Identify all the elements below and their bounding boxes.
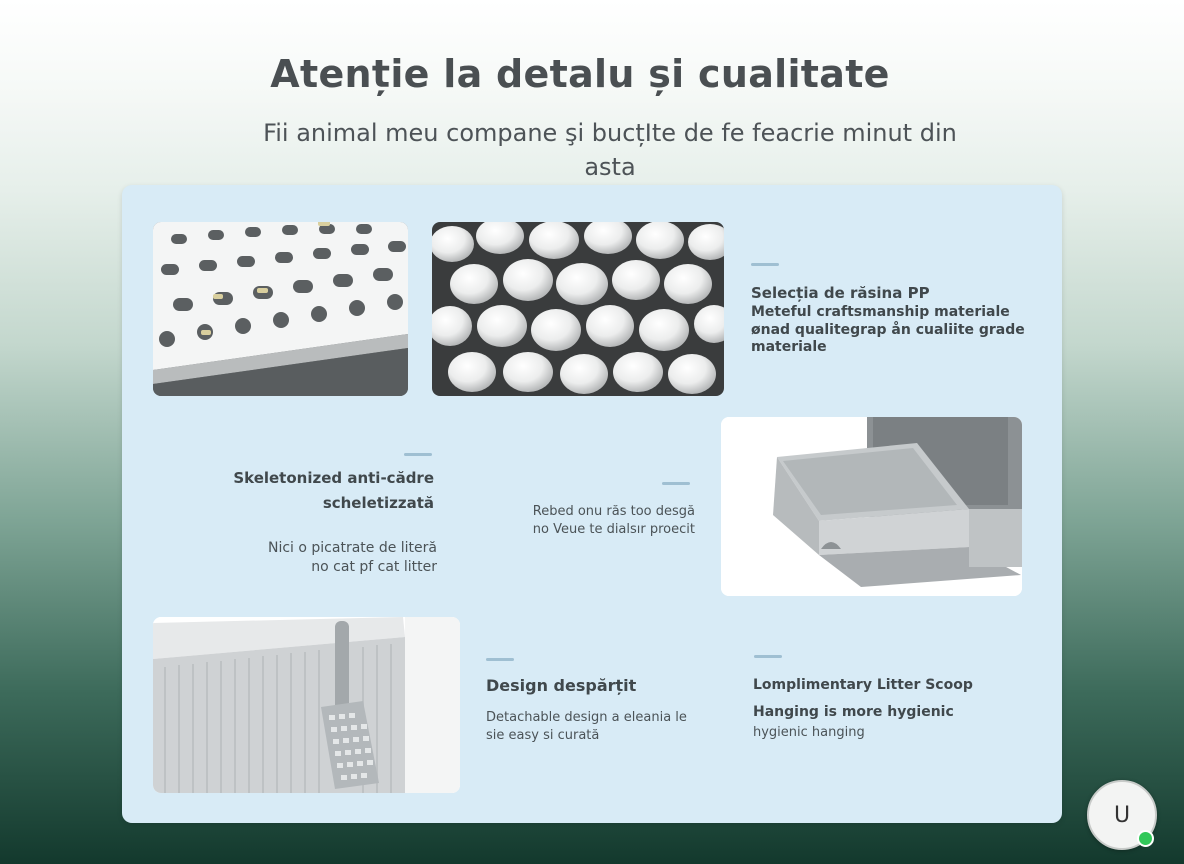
scoop-body: hygienic hanging — [753, 725, 865, 740]
avatar-initial: U — [1113, 802, 1131, 828]
skeleton-body-2: no cat pf cat litter — [311, 559, 437, 575]
grid-detail-photo — [153, 222, 408, 396]
resin-line-1: Meteful craftsmanship materiale — [751, 304, 1010, 320]
scoop-heading: Lomplimentary Litter Scoop — [753, 677, 973, 693]
design-divider — [486, 658, 514, 661]
rebed-body-1: Rebed onu răs too desgă — [532, 504, 695, 519]
skeleton-divider — [404, 453, 432, 456]
resin-granules-photo — [432, 222, 724, 396]
skeleton-body-1: Nici o picatrate de literă — [267, 540, 437, 556]
resin-line-2: ønad qualitegrap ån cualiite grade — [751, 322, 1025, 338]
litter-tray-photo — [721, 417, 1022, 596]
resin-heading: Selecția de răsina PP — [751, 284, 930, 302]
page-subtitle: Fii animal meu compane şi bucțIte de fe feacrie minut din asta — [263, 119, 957, 181]
design-heading: Design despărțit — [486, 676, 637, 695]
scoop-hanging-photo — [153, 617, 460, 793]
skeleton-heading-2: scheletizzată — [322, 494, 434, 512]
rebed-body-2: no Veue te dialsır proecit — [532, 522, 695, 537]
feature-card — [122, 185, 1062, 823]
scoop-divider — [754, 655, 782, 658]
design-body-2: sie easy si curată — [486, 728, 600, 743]
rebed-divider — [662, 482, 690, 485]
design-body-1: Detachable design a eleania le — [486, 710, 687, 725]
skeleton-heading-1: Skeletonized anti-cădre — [233, 469, 434, 487]
resin-divider — [751, 263, 779, 266]
online-status-indicator — [1137, 830, 1154, 847]
resin-line-3: materiale — [751, 339, 827, 355]
scoop-subheading: Hanging is more hygienic — [753, 704, 954, 720]
page-title: Atenție la detalu și cualitate — [270, 52, 890, 96]
